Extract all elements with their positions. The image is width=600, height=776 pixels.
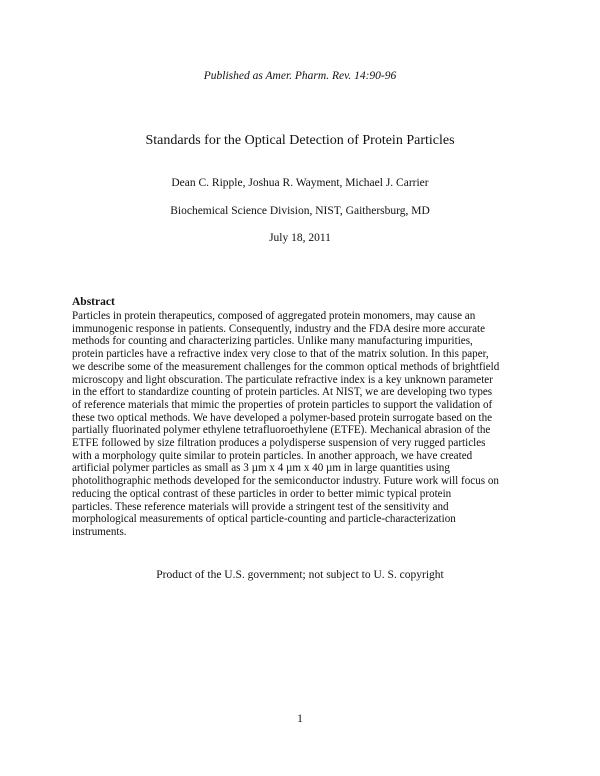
abstract-line: instruments. — [72, 525, 127, 538]
abstract-line: we describe some of the measurement challenges for the common optical methods of brightfield — [72, 360, 500, 373]
paper-title: Standards for the Optical Detection of Protein Particles — [145, 133, 455, 148]
abstract-line: particles. These reference materials will provide a stringent test of the sensitivity and — [72, 500, 449, 513]
abstract-body — [72, 310, 542, 539]
affiliation: Biochemical Science Division, NIST, Gaithersburg, MD — [170, 205, 430, 217]
abstract-line: artificial polymer particles as small as 3 µm x 4 µm x 40 µm in large quantities using — [72, 462, 450, 475]
abstract-line: in the effort to standardize counting of protein particles. At NIST, we are developing two types — [72, 386, 493, 399]
author-list: Dean C. Ripple, Joshua R. Wayment, Michael J. Carrier — [171, 177, 429, 189]
abstract-line: morphological measurements of optical particle-counting and particle-characterization — [72, 513, 456, 526]
abstract-line: with a morphology quite similar to protein particles. In another approach, we have created — [72, 449, 473, 462]
abstract-heading: Abstract — [72, 296, 115, 308]
abstract-line: photolithographic methods developed for the semiconductor industry. Future work will focus on — [72, 475, 499, 488]
abstract-line: partially fluorinated polymer ethylene tetrafluoroethylene (ETFE). Mechanical abrasion of the — [72, 424, 491, 437]
abstract-line: ETFE followed by size filtration produces a polydisperse suspension of very rugged particles — [72, 437, 486, 450]
copyright-note: Product of the U.S. government; not subject to U. S. copyright — [156, 569, 444, 581]
abstract-line: methods for counting and characterizing particles. Unlike many manufacturing impurities, — [72, 335, 473, 348]
abstract-line: Particles in protein therapeutics, composed of aggregated protein monomers, may cause an — [72, 310, 476, 322]
page-number: 1 — [297, 713, 303, 725]
publication-note: Published as Amer. Pharm. Rev. 14:90-96 — [203, 70, 397, 82]
abstract-line: these two optical methods. We have developed a polymer-based protein surrogate based on the — [72, 411, 493, 424]
abstract-line: protein particles have a refractive index very close to that of the matrix solution. In this paper, — [72, 348, 489, 361]
abstract-line: reducing the optical contrast of these particles in order to better mimic typical protein — [72, 487, 452, 500]
publication-date: July 18, 2011 — [269, 232, 331, 244]
abstract-line: microscopy and light obscuration. The particulate refractive index is a key unknown parameter — [72, 373, 493, 386]
abstract-line: immunogenic response in patients. Consequently, industry and the FDA desire more accurate — [72, 322, 486, 335]
abstract-line: of reference materials that mimic the properties of protein particles to support the validation of — [72, 398, 493, 411]
